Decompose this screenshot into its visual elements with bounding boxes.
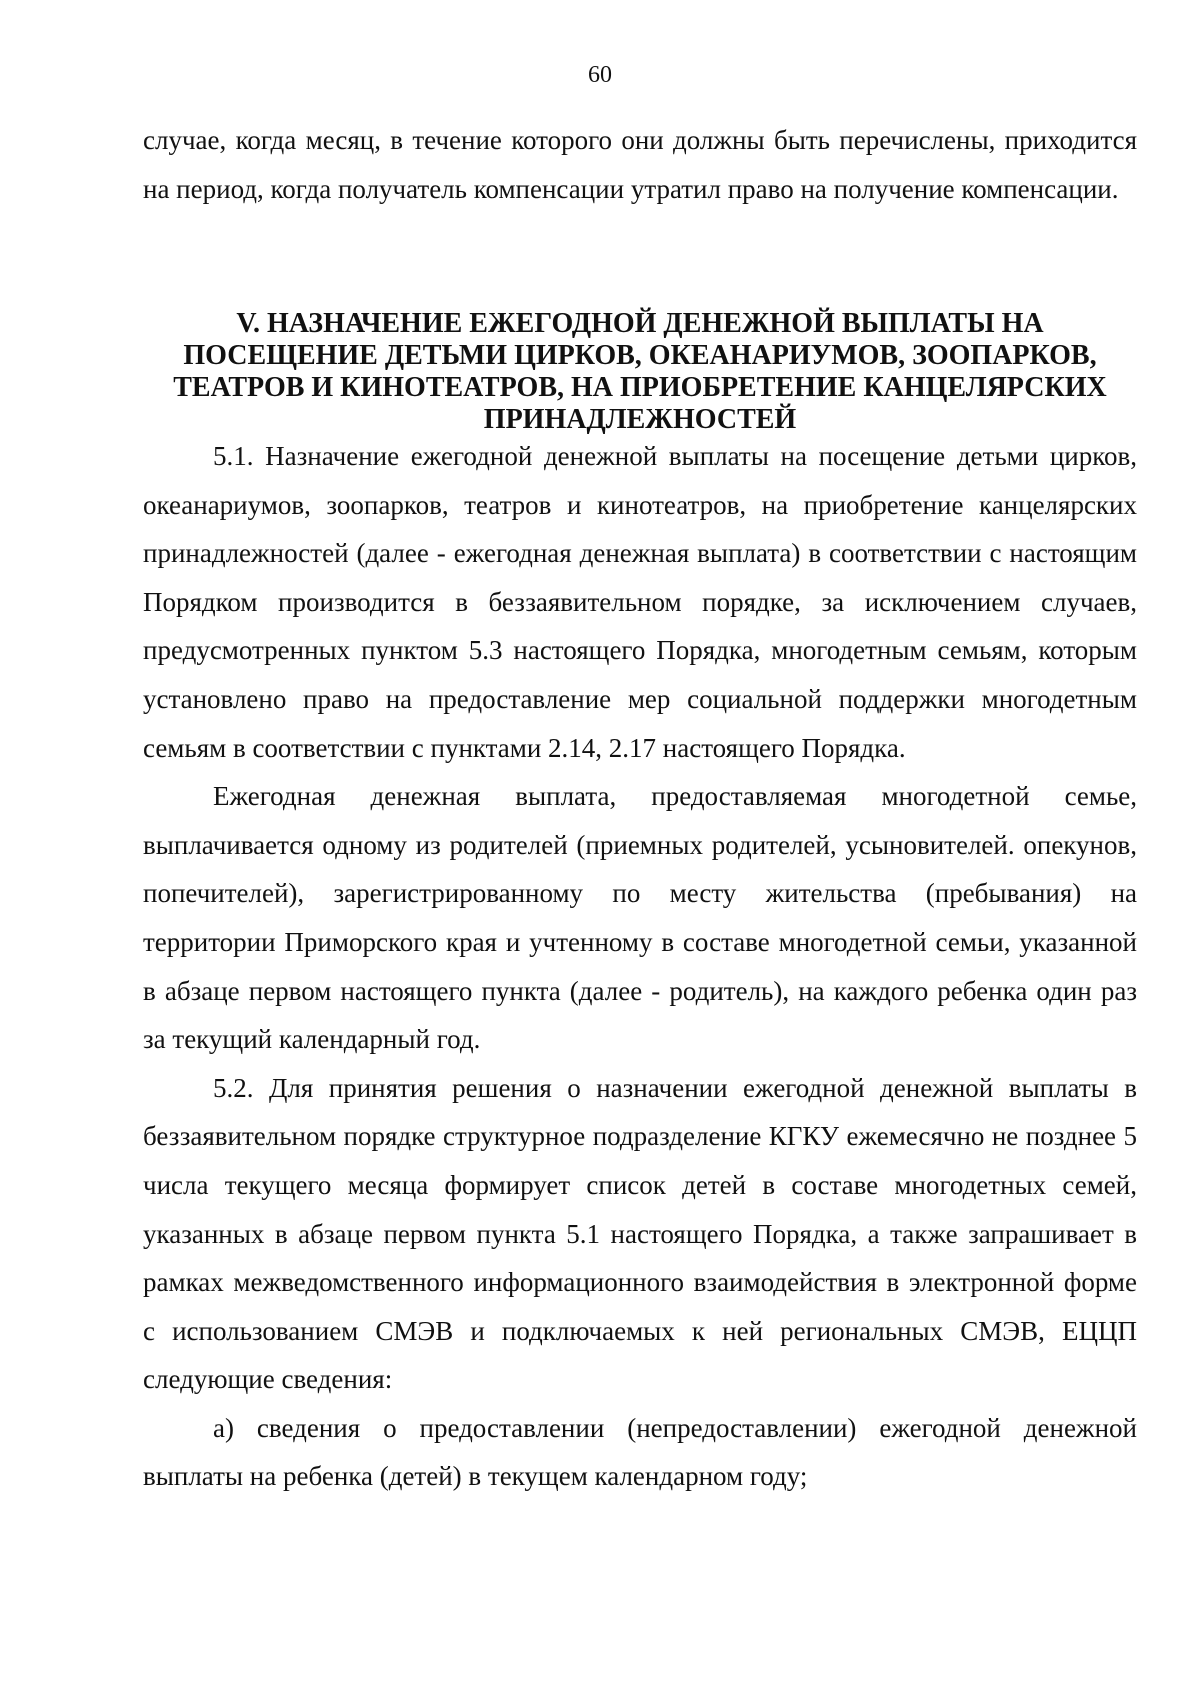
section-title [143, 308, 1137, 436]
paragraph-5-2: 5.2. Для принятия решения о назначении ежегодной денежной выплаты в беззаявительном порядке структурное подразделение КГКУ ежемесячно не позднее 5 числа текущего месяца формирует список детей в составе многодетных семей, указанных в абзаце первом пункта 5.1 настоящего Порядка, а также запрашивает в рамках межведомственного информационного взаимодействия в электронной форме с использованием СМЭВ и подключаемых к ней региональных СМЭВ, ЕЦЦП следующие сведения: [143, 1072, 1137, 1395]
paragraph-continuation: случае, когда месяц, в течение которого они должны быть перечислены, приходится на период, когда получатель компенсации утратил право на получение компенсации. [143, 125, 1137, 204]
section-title-line: V. НАЗНАЧЕНИЕ ЕЖЕГОДНОЙ ДЕНЕЖНОЙ ВЫПЛАТЫ НА [236, 308, 1044, 339]
section-body [143, 432, 1137, 1501]
continued-paragraph [143, 116, 1137, 213]
paragraph-item-a: а) сведения о предоставлении (непредоставлении) ежегодной денежной выплаты на ребенка (детей) в текущем календарном году; [143, 1412, 1137, 1492]
section-title-line: ПРИНАДЛЕЖНОСТЕЙ [483, 404, 797, 435]
paragraph-annual-payment: Ежегодная денежная выплата, предоставляемая многодетной семье, выплачивается одному из родителей (приемных родителей, усыновителей. опекунов, попечителей), зарегистрированному по месту жительства (пребывания) на территории Приморского края и учтенному в составе многодетной семьи, указанной в абзаце первом настоящего пункта (далее - родитель), на каждого ребенка один раз за текущий календарный год. [143, 781, 1137, 1055]
section-title-line: ТЕАТРОВ И КИНОТЕАТРОВ, НА ПРИОБРЕТЕНИЕ КАНЦЕЛЯРСКИХ [173, 372, 1107, 403]
section-title-line: ПОСЕЩЕНИЕ ДЕТЬМИ ЦИРКОВ, ОКЕАНАРИУМОВ, ЗООПАРКОВ, [183, 340, 1097, 371]
page-number: 60 [588, 62, 612, 88]
paragraph-5-1: 5.1. Назначение ежегодной денежной выплаты на посещение детьми цирков, океанариумов, зоопарков, театров и кинотеатров, на приобретение канцелярских принадлежностей (далее - ежегодная денежная выплата) в соответствии с настоящим Порядком производится в беззаявительном порядке, за исключением случаев, предусмотренных пунктом 5.3 настоящего Порядка, многодетным семьям, которым установлено право на предоставление мер социальной поддержки многодетным семьям в соответствии с пунктами 2.14, 2.17 настоящего Порядка. [143, 441, 1137, 763]
